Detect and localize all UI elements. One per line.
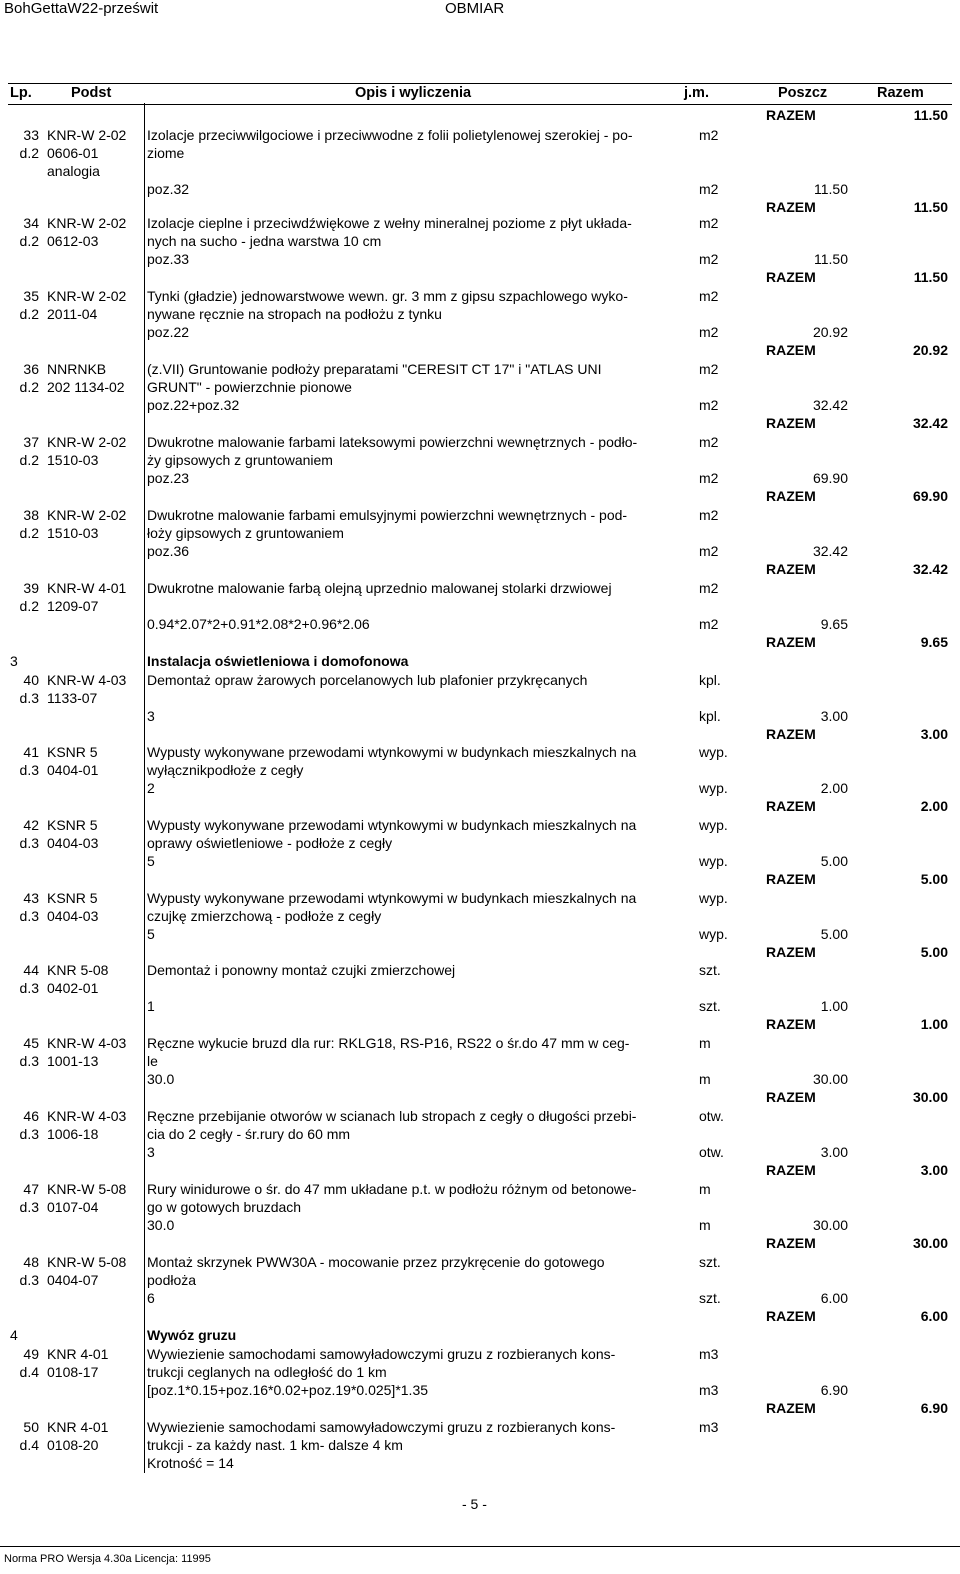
razem-value: 6.90 [920, 1400, 948, 1416]
entry-description: (z.VII) Gruntowanie podłoży preparatami "CERESIT CT 17" i "ATLAS UNI [147, 361, 602, 377]
razem-label: RAZEM [766, 269, 816, 285]
entry-code: KNR-W 2-02 [47, 215, 127, 231]
entry-unit: szt. [699, 962, 721, 978]
entry-code: KNR-W 4-03 [47, 672, 127, 688]
entry-description-cont: go w gotowych bruzdach [147, 1199, 302, 1215]
footer-divider [0, 1546, 960, 1547]
entry-division: d.2 [19, 145, 39, 161]
calc-expression: 3 [147, 1144, 155, 1160]
razem-value: 32.42 [912, 415, 948, 431]
entry-description-cont: łoży gipsowych z gruntowaniem [147, 525, 344, 541]
entry-description: Wywiezienie samochodami samowyładowczymi gruzu z rozbieranych kons- [147, 1419, 616, 1435]
entry-description-cont: nych na sucho - jedna warstwa 10 cm [147, 233, 382, 249]
entry-code-number: 0606-01 [47, 145, 99, 161]
entry-number: 34 [23, 215, 39, 231]
entry-code: KNR-W 2-02 [47, 434, 127, 450]
entry-code-number: 2011-04 [47, 306, 98, 322]
calc-expression: poz.23 [147, 470, 190, 486]
entry-number: 33 [23, 127, 39, 143]
calc-value: 2.00 [820, 780, 848, 796]
calc-unit: m [699, 1071, 711, 1087]
calc-expression: [poz.1*0.15+poz.16*0.02+poz.19*0.025]*1.35 [147, 1382, 429, 1398]
table-header [8, 83, 952, 105]
entry-description: Wywiezienie samochodami samowyładowczymi gruzu z rozbieranych kons- [147, 1346, 616, 1362]
entry-unit: m [699, 1181, 711, 1197]
entry-description-cont: le [147, 1053, 158, 1069]
razem-label: RAZEM [766, 199, 816, 215]
calc-unit: szt. [699, 998, 721, 1014]
entry-description-cont: wyłącznikpodłoże z cegły [147, 762, 304, 778]
entry-code-number: 0404-07 [47, 1272, 99, 1288]
razem-label: RAZEM [766, 1016, 816, 1032]
entry-code: KNR-W 2-02 [47, 507, 127, 523]
entry-code: KNR-W 2-02 [47, 288, 127, 304]
calc-unit: m2 [699, 616, 719, 632]
calc-expression: 5 [147, 926, 155, 942]
entry-code-number: 1006-18 [47, 1126, 99, 1142]
razem-label: RAZEM [766, 415, 816, 431]
col-podst: Podst [71, 85, 112, 101]
razem-label: RAZEM [766, 1400, 816, 1416]
razem-label: RAZEM [766, 944, 816, 960]
calc-expression: poz.33 [147, 251, 190, 267]
entry-description: Dwukrotne malowanie farbami lateksowymi powierzchni wewnętrznych - podło- [147, 434, 638, 450]
entry-unit: wyp. [699, 744, 728, 760]
entry-division: d.3 [19, 1126, 39, 1142]
calc-unit: m2 [699, 543, 719, 559]
entry-description-cont: nywane ręcznie na stropach na podłożu z tynku [147, 306, 442, 322]
entry-division: d.3 [19, 835, 39, 851]
calc-unit: m2 [699, 324, 719, 340]
entry-description: Wypusty wykonywane przewodami wtynkowymi w budynkach mieszkalnych na [147, 890, 637, 906]
entry-division: d.3 [19, 908, 39, 924]
razem-label: RAZEM [766, 871, 816, 887]
entry-number: 44 [23, 962, 39, 978]
calc-expression: 30.0 [147, 1217, 175, 1233]
entry-description-cont: oprawy oświetleniowe - podłoże z cegły [147, 835, 393, 851]
razem-value: 32.42 [912, 561, 948, 577]
calc-expression: poz.32 [147, 181, 190, 197]
entry-number: 45 [23, 1035, 39, 1051]
entry-description: Demontaż i ponowny montaż czujki zmierzchowej [147, 962, 456, 978]
entry-unit: m2 [699, 580, 719, 596]
calc-value: 1.00 [820, 998, 848, 1014]
entry-division: d.2 [19, 452, 39, 468]
entry-number: 35 [23, 288, 39, 304]
entry-number: 40 [23, 672, 39, 688]
calc-unit: wyp. [699, 780, 728, 796]
razem-label: RAZEM [766, 1308, 816, 1324]
entry-division: d.4 [19, 1437, 39, 1453]
calc-expression: 0.94*2.07*2+0.91*2.08*2+0.96*2.06 [147, 616, 370, 632]
entry-number: 39 [23, 580, 39, 596]
calc-expression: poz.22+poz.32 [147, 397, 240, 413]
col-poszcz: Poszcz [778, 85, 828, 101]
calc-value: 69.90 [812, 470, 848, 486]
razem-label: RAZEM [766, 726, 816, 742]
razem-value: 5.00 [920, 944, 948, 960]
entry-number: 42 [23, 817, 39, 833]
calc-unit: szt. [699, 1290, 721, 1306]
calc-value: 5.00 [820, 926, 848, 942]
entry-unit: m [699, 1035, 711, 1051]
entry-number: 41 [23, 744, 39, 760]
calc-value: 11.50 [814, 251, 848, 267]
razem-value: 1.00 [920, 1016, 948, 1032]
razem-value: 5.00 [920, 871, 948, 887]
entry-code: KNR-W 2-02 [47, 127, 127, 143]
col-razem: Razem [877, 85, 924, 101]
entry-code-number: 0404-03 [47, 908, 99, 924]
entry-division: d.2 [19, 233, 39, 249]
window-title-center: OBMIAR [445, 0, 505, 17]
entry-code: KSNR 5 [47, 744, 98, 760]
entry-description-cont: trukcji - za każdy nast. 1 km- dalsze 4 km [147, 1437, 403, 1453]
entry-division: d.3 [19, 1053, 39, 1069]
entry-code: KNR-W 5-08 [47, 1254, 127, 1270]
entry-code: KNR-W 4-03 [47, 1035, 127, 1051]
calc-expression: 5 [147, 853, 155, 869]
calc-unit: m3 [699, 1382, 719, 1398]
entry-code-number: 1001-13 [47, 1053, 99, 1069]
calc-value: 20.92 [812, 324, 848, 340]
entry-unit: wyp. [699, 890, 728, 906]
entry-multiplier: Krotność = 14 [147, 1455, 234, 1471]
entry-code: KNR-W 4-03 [47, 1108, 127, 1124]
entry-unit: kpl. [699, 672, 721, 688]
entry-number: 47 [23, 1181, 39, 1197]
entry-number: 36 [23, 361, 39, 377]
razem-value: 6.00 [920, 1308, 948, 1324]
section-title: Instalacja oświetleniowa i domofonowa [147, 653, 409, 669]
footer-text: Norma PRO Wersja 4.30a Licencja: 11995 [4, 1553, 211, 1565]
razem-label: RAZEM [766, 1089, 816, 1105]
entry-division: d.4 [19, 1364, 39, 1380]
razem-value: 30.00 [912, 1089, 948, 1105]
entry-division: d.3 [19, 1272, 39, 1288]
calc-expression: 2 [147, 780, 155, 796]
calc-expression: 1 [147, 998, 155, 1014]
calc-unit: otw. [699, 1144, 724, 1160]
entry-code: KNR 4-01 [47, 1419, 109, 1435]
calc-expression: 3 [147, 708, 155, 724]
entry-division: d.3 [19, 762, 39, 778]
razem-value: 3.00 [920, 1162, 948, 1178]
entry-number: 38 [23, 507, 39, 523]
calc-value: 6.90 [820, 1382, 848, 1398]
calc-expression: poz.36 [147, 543, 190, 559]
entry-number: 46 [23, 1108, 39, 1124]
calc-value: 3.00 [820, 1144, 848, 1160]
entry-code-number: 0107-04 [47, 1199, 99, 1215]
entry-description: Izolacje przeciwwilgociowe i przeciwwodne z folii polietylenowej szerokiej - po- [147, 127, 633, 143]
entry-description-cont: cia do 2 cegły - śr.rury do 60 mm [147, 1126, 351, 1142]
calc-value: 11.50 [814, 181, 848, 197]
entry-unit: m3 [699, 1346, 719, 1362]
entry-description-cont: GRUNT" - powierzchnie pionowe [147, 379, 352, 395]
col-lp: Lp. [10, 85, 32, 101]
calc-value: 5.00 [820, 853, 848, 869]
entry-division: d.2 [19, 598, 39, 614]
razem-label: RAZEM [766, 488, 816, 504]
entry-code-number: 0108-20 [47, 1437, 99, 1453]
razem-label: RAZEM [766, 107, 816, 123]
entry-number: 49 [23, 1346, 39, 1362]
entry-code: KSNR 5 [47, 890, 98, 906]
calc-unit: wyp. [699, 853, 728, 869]
col-jm: j.m. [684, 85, 709, 101]
window-title-left: BohGettaW22-prześwit [4, 0, 159, 17]
calc-value: 6.00 [820, 1290, 848, 1306]
entry-number: 48 [23, 1254, 39, 1270]
entry-description: Rury winidurowe o śr. do 47 mm układane p.t. w podłożu różnym od betonowe- [147, 1181, 637, 1197]
razem-value: 11.50 [913, 107, 948, 123]
razem-value: 3.00 [920, 726, 948, 742]
entry-description: Tynki (gładzie) jednowarstwowe wewn. gr. 3 mm z gipsu szpachlowego wyko- [147, 288, 628, 304]
entry-description: Izolacje cieplne i przeciwdźwiękowe z wełny mineralnej poziome z płyt układa- [147, 215, 632, 231]
entry-description: Dwukrotne malowanie farbą olejną uprzednio malowanej stolarki drzwiowej [147, 580, 612, 596]
entry-description-cont: ży gipsowych z gruntowaniem [147, 452, 333, 468]
calc-value: 30.00 [812, 1071, 848, 1087]
entry-division: d.3 [19, 1199, 39, 1215]
entry-unit: m2 [699, 361, 719, 377]
entry-unit: m2 [699, 434, 719, 450]
razem-label: RAZEM [766, 634, 816, 650]
entry-code-number: 0402-01 [47, 980, 99, 996]
col-opis: Opis i wyliczenia [355, 85, 472, 101]
calc-unit: m2 [699, 397, 719, 413]
entry-code-number: 1510-03 [47, 452, 99, 468]
entry-description: Demontaż opraw żarowych porcelanowych lub plafonier przykręcanych [147, 672, 588, 688]
entry-code: NNRNKB [47, 361, 107, 377]
entry-code-number: 0404-03 [47, 835, 99, 851]
calc-expression: 6 [147, 1290, 155, 1306]
razem-value: 11.50 [913, 199, 948, 215]
razem-label: RAZEM [766, 1235, 816, 1251]
section-number: 4 [10, 1327, 18, 1343]
calc-value: 32.42 [812, 397, 848, 413]
entry-code: KNR-W 5-08 [47, 1181, 127, 1197]
entry-description: Ręczne przebijanie otworów w scianach lub stropach z cegły o długości przebi- [147, 1108, 637, 1124]
entry-description: Ręczne wykucie bruzd dla rur: RKLG18, RS-P16, RS22 o śr.do 47 mm w ceg- [147, 1035, 630, 1051]
entry-code-number: 1510-03 [47, 525, 99, 541]
entry-unit: m2 [699, 288, 719, 304]
entry-number: 43 [23, 890, 39, 906]
section-number: 3 [10, 653, 18, 669]
entry-code-number: 1133-07 [47, 690, 98, 706]
entry-description: Dwukrotne malowanie farbami emulsyjnymi powierzchni wewnętrznych - pod- [147, 507, 628, 523]
entry-unit: m2 [699, 507, 719, 523]
calc-expression: poz.22 [147, 324, 190, 340]
entry-division: d.2 [19, 379, 39, 395]
entry-code-number: 0108-17 [47, 1364, 99, 1380]
entry-division: d.3 [19, 690, 39, 706]
entry-code: KNR 5-08 [47, 962, 109, 978]
entry-code-note: analogia [47, 163, 100, 179]
entry-code: KNR 4-01 [47, 1346, 109, 1362]
calc-value: 9.65 [820, 616, 848, 632]
entry-code-number: 0404-01 [47, 762, 99, 778]
entry-description: Wypusty wykonywane przewodami wtynkowymi w budynkach mieszkalnych na [147, 817, 637, 833]
calc-unit: m2 [699, 470, 719, 486]
section-title: Wywóz gruzu [147, 1327, 237, 1343]
razem-value: 30.00 [912, 1235, 948, 1251]
entry-code: KSNR 5 [47, 817, 98, 833]
entry-code: KNR-W 4-01 [47, 580, 127, 596]
calc-expression: 30.0 [147, 1071, 175, 1087]
entry-code-number: 0612-03 [47, 233, 99, 249]
calc-unit: kpl. [699, 708, 721, 724]
entry-description: Wypusty wykonywane przewodami wtynkowymi w budynkach mieszkalnych na [147, 744, 637, 760]
page-number: - 5 - [462, 1496, 487, 1512]
calc-unit: m [699, 1217, 711, 1233]
entry-description: Montaż skrzynek PWW30A - mocowanie przez przykręcenie do gotowego [147, 1254, 605, 1270]
razem-value: 69.90 [912, 488, 948, 504]
entry-unit: m2 [699, 215, 719, 231]
entry-description-cont: czujkę zmierzchową - podłoże z cegły [147, 908, 382, 924]
column-divider [144, 103, 145, 1473]
entry-unit: m3 [699, 1419, 719, 1435]
razem-label: RAZEM [766, 342, 816, 358]
razem-value: 9.65 [920, 634, 948, 650]
entry-unit: szt. [699, 1254, 721, 1270]
entry-unit: otw. [699, 1108, 724, 1124]
razem-value: 2.00 [920, 798, 948, 814]
razem-value: 20.92 [912, 342, 948, 358]
calc-value: 3.00 [820, 708, 848, 724]
razem-label: RAZEM [766, 561, 816, 577]
calc-unit: m2 [699, 251, 719, 267]
entry-division: d.2 [19, 525, 39, 541]
calc-unit: wyp. [699, 926, 728, 942]
razem-label: RAZEM [766, 798, 816, 814]
entry-division: d.3 [19, 980, 39, 996]
entry-number: 50 [23, 1419, 39, 1435]
entry-unit: m2 [699, 127, 719, 143]
entry-description-cont: podłoża [147, 1272, 197, 1288]
calc-unit: m2 [699, 181, 719, 197]
entry-code-number: 202 1134-02 [47, 379, 125, 395]
razem-label: RAZEM [766, 1162, 816, 1178]
calc-value: 30.00 [812, 1217, 848, 1233]
entry-division: d.2 [19, 306, 39, 322]
entry-code-number: 1209-07 [47, 598, 99, 614]
razem-value: 11.50 [913, 269, 948, 285]
entry-number: 37 [23, 434, 39, 450]
entry-description-cont: trukcji ceglanych na odległość do 1 km [147, 1364, 387, 1380]
calc-value: 32.42 [812, 543, 848, 559]
entry-description-cont: ziome [147, 145, 185, 161]
entry-unit: wyp. [699, 817, 728, 833]
